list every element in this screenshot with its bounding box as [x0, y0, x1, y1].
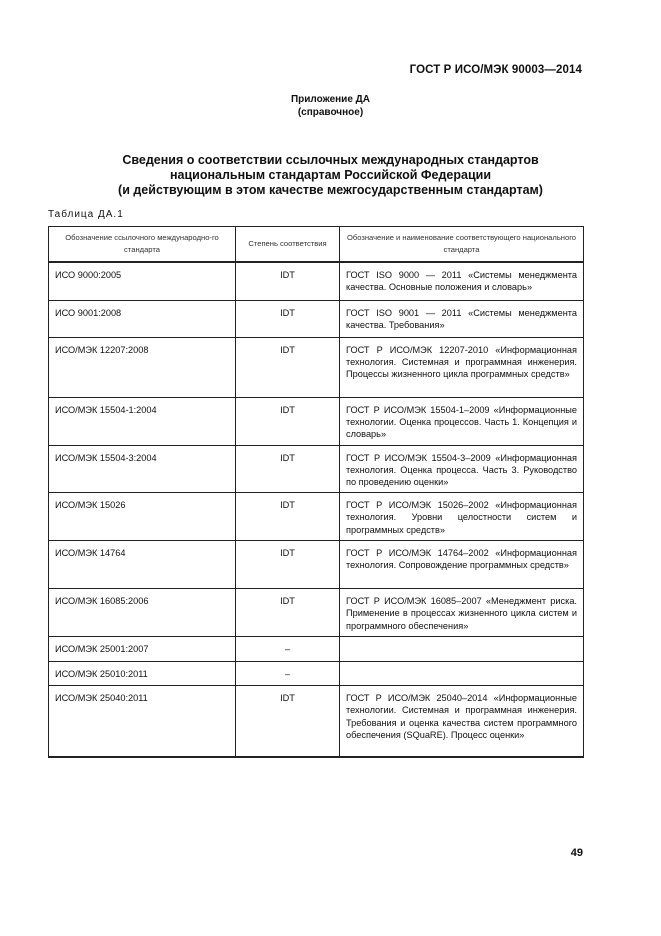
appendix-subtitle: (справочное) — [297, 107, 364, 118]
table-row — [49, 493, 584, 541]
degree-cell: IDT — [236, 493, 340, 541]
degree-cell: IDT — [236, 686, 340, 757]
table-row — [49, 397, 584, 445]
degree-cell: IDT — [236, 397, 340, 445]
national-standard-cell: ГОСТ ISO 9001 — 2011 «Системы менеджмента качества. Требования» — [340, 300, 584, 337]
national-standard-cell: ГОСТ Р ИСО/МЭК 16085–2007 «Менеджмент риска. Применение в процессах жизненного цикла систем и программного обеспечения» — [340, 589, 584, 637]
table-row — [49, 662, 584, 686]
reference-standard-cell: ИСО/МЭК 12207:2008 — [49, 337, 236, 397]
correspondence-table — [48, 226, 584, 758]
header-national-standard: Обозначение и наименование соответствующего национального стандарта — [340, 227, 584, 263]
national-standard-cell: ГОСТ Р ИСО/МЭК 14764–2002 «Информационная технология. Сопровождение программных средств» — [340, 541, 584, 589]
reference-standard-cell: ИСО/МЭК 16085:2006 — [49, 589, 236, 637]
reference-standard-cell: ИСО/МЭК 25040:2011 — [49, 686, 236, 757]
section-title-line-1: Сведения о соответствии ссылочных международных стандартов — [122, 153, 539, 167]
national-standard-cell: ГОСТ ISO 9000 — 2011 «Системы менеджмента качества. Основные положения и словарь» — [340, 262, 584, 300]
reference-standard-cell: ИСО/МЭК 25010:2011 — [49, 662, 236, 686]
appendix-heading — [0, 93, 661, 119]
header-degree-of-correspondence: Степень соответствия — [236, 227, 340, 263]
reference-standard-cell: ИСО 9000:2005 — [49, 262, 236, 300]
reference-standard-cell: ИСО/МЭК 25001:2007 — [49, 637, 236, 662]
reference-standard-cell: ИСО/МЭК 15504-3:2004 — [49, 445, 236, 493]
degree-cell: IDT — [236, 445, 340, 493]
reference-standard-cell: ИСО/МЭК 15026 — [49, 493, 236, 541]
document-header: ГОСТ Р ИСО/МЭК 90003—2014 — [409, 64, 582, 76]
table-row — [49, 445, 584, 493]
section-title — [0, 153, 661, 198]
table-caption: Таблица ДА.1 — [48, 209, 124, 220]
degree-cell: – — [236, 662, 340, 686]
table-row — [49, 541, 584, 589]
table-row — [49, 300, 584, 337]
reference-standard-cell: ИСО/МЭК 14764 — [49, 541, 236, 589]
national-standard-cell — [340, 662, 584, 686]
national-standard-cell — [340, 637, 584, 662]
degree-cell: IDT — [236, 262, 340, 300]
table-header-row — [49, 227, 584, 263]
table-row — [49, 589, 584, 637]
section-title-line-3: (и действующим в этом качестве межгосударственным стандартам) — [118, 183, 543, 197]
national-standard-cell: ГОСТ Р ИСО/МЭК 25040–2014 «Информационные технологии. Системная и программная инженерия. Требования и оценка качества систем программного обеспечения (SQuaRE). Процесс оценки» — [340, 686, 584, 757]
header-reference-standard: Обозначение ссылочного международно-го стандарта — [49, 227, 236, 263]
reference-standard-cell: ИСО/МЭК 15504-1:2004 — [49, 397, 236, 445]
degree-cell: IDT — [236, 300, 340, 337]
table-row — [49, 337, 584, 397]
table-row — [49, 637, 584, 662]
table-row — [49, 262, 584, 300]
degree-cell: – — [236, 637, 340, 662]
national-standard-cell: ГОСТ Р ИСО/МЭК 15026–2002 «Информационная технология. Уровни целостности систем и программных средств» — [340, 493, 584, 541]
degree-cell: IDT — [236, 541, 340, 589]
national-standard-cell: ГОСТ Р ИСО/МЭК 15504-3–2009 «Информационная технология. Оценка процесса. Часть 3. Руководство по проведению оценки» — [340, 445, 584, 493]
degree-cell: IDT — [236, 589, 340, 637]
degree-cell: IDT — [236, 337, 340, 397]
national-standard-cell: ГОСТ Р ИСО/МЭК 15504-1–2009 «Информационные технологии. Оценка процессов. Часть 1. Концепция и словарь» — [340, 397, 584, 445]
section-title-line-2: национальным стандартам Российской Федерации — [169, 168, 492, 182]
table-row — [49, 686, 584, 757]
appendix-title: Приложение ДА — [290, 94, 371, 105]
page-number: 49 — [570, 847, 583, 859]
national-standard-cell: ГОСТ Р ИСО/МЭК 12207-2010 «Информационная технология. Системная и программная инженерия. Процессы жизненного цикла программных средств» — [340, 337, 584, 397]
reference-standard-cell: ИСО 9001:2008 — [49, 300, 236, 337]
